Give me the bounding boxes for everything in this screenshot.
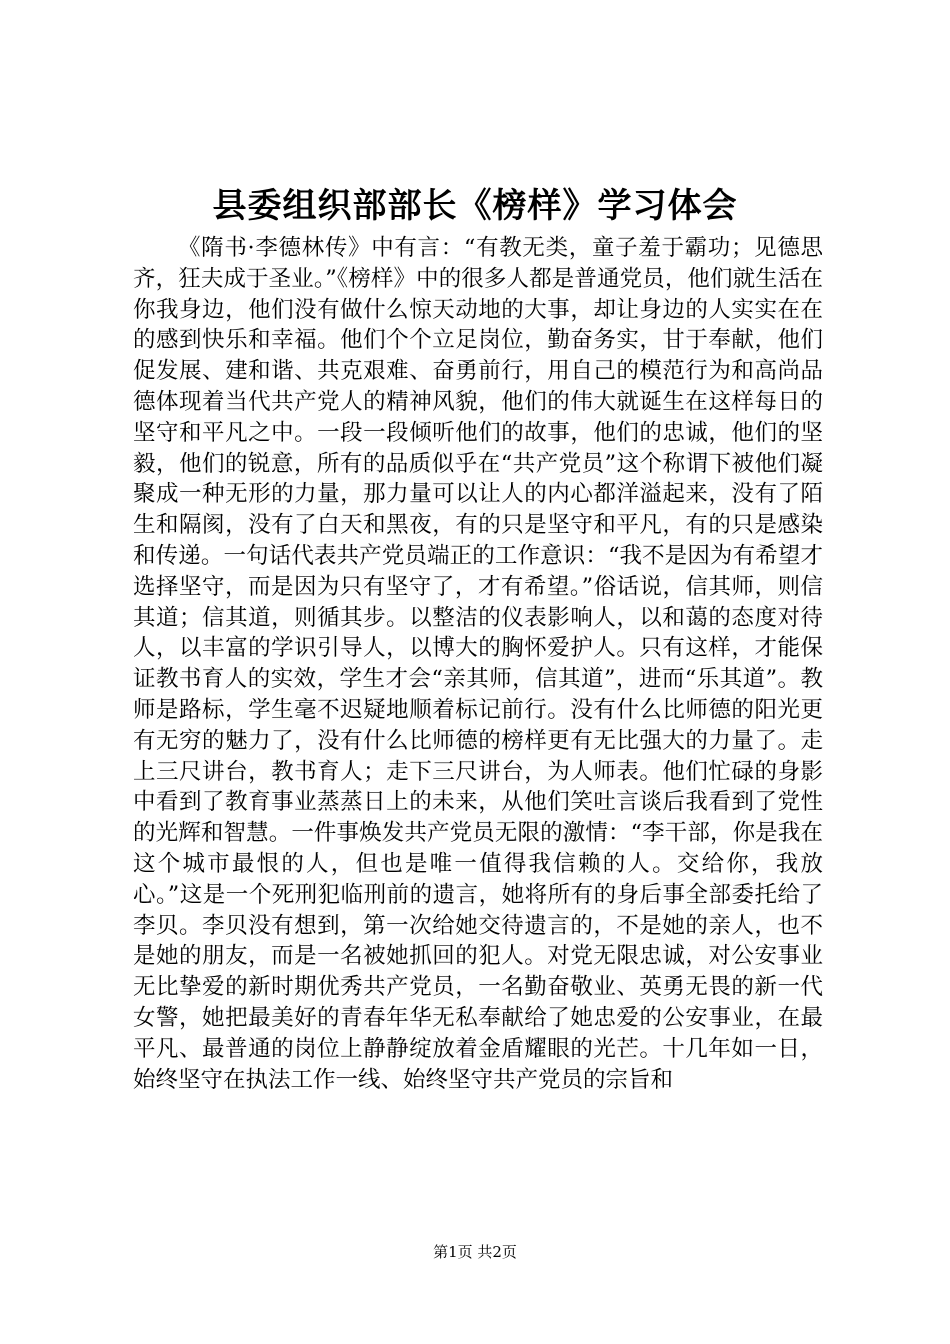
document-body-paragraph: 《隋书·李德林传》中有言：“有教无类，童子羞于霸功；见德思齐，狂夫成于圣业。”《榜样》中的很多人都是普通党员，他们就生活在你我身边，他们没有做什么惊天动地的大事，却让身边的人实实在在的感到快乐和幸福。他们个个立足岗位，勤奋务实，甘于奉献，他们促发展、建和谐、共克艰难、奋勇前行，用自己的模范行为和高尚品德体现着当代共产党人的精神风貌，他们的伟大就诞生在这样每日的坚守和平凡之中。一段一段倾听他们的故事，他们的忠诚，他们的坚毅，他们的锐意，所有的品质似乎在“共产党员”这个称谓下被他们凝聚成一种无形的力量，那力量可以让人的内心都洋溢起来，没有了陌生和隔阂，没有了白天和黑夜，有的只是坚守和平凡，有的只是感染和传递。一句话代表共产党员端正的工作意识：“我不是因为有希望才选择坚守，而是因为只有坚守了，才有希望。”俗话说，信其师，则信其道；信其道，则循其步。以整洁的仪表影响人，以和蔼的态度对待人，以丰富的学识引导人，以博大的胸怀爱护人。只有这样，才能保证教书育人的实效，学生才会“亲其师，信其道”，进而“乐其道”。教师是路标，学生毫不迟疑地顺着标记前行。没有什么比师德的阳光更有无穷的魅力了，没有什么比师德的榜样更有无比强大的力量了。走上三尺讲台，教书育人；走下三尺讲台，为人师表。他们忙碌的身影中看到了教育事业蒸蒸日上的未来，从他们笑吐言谈后我看到了党性的光辉和智慧。一件事焕发共产党员无限的激情：“李干部，你是我在这个城市最恨的人，但也是唯一值得我信赖的人。交给你，我放心。”这是一个死刑犯临刑前的遗言，她将所有的身后事全部委托给了李贝。李贝没有想到，第一次给她交待遗言的，不是她的亲人，也不是她的朋友，而是一名被她抓回的犯人。对党无限忠诚，对公安事业无比挚爱的新时期优秀共产党员，一名勤奋敬业、英勇无畏的新一代女警，她把最美好的青春年华无私奉献给了她忠爱的公安事业，在最平凡、最普通的岗位上静静绽放着金盾耀眼的光芒。十几年如一日，始终坚守在执法工作一线、始终坚守共产党员的宗旨和 [133,235,823,1093]
document-title: 县委组织部部长《榜样》学习体会 [212,186,738,226]
page-number-footer: 第1页 共2页 [433,1243,517,1261]
